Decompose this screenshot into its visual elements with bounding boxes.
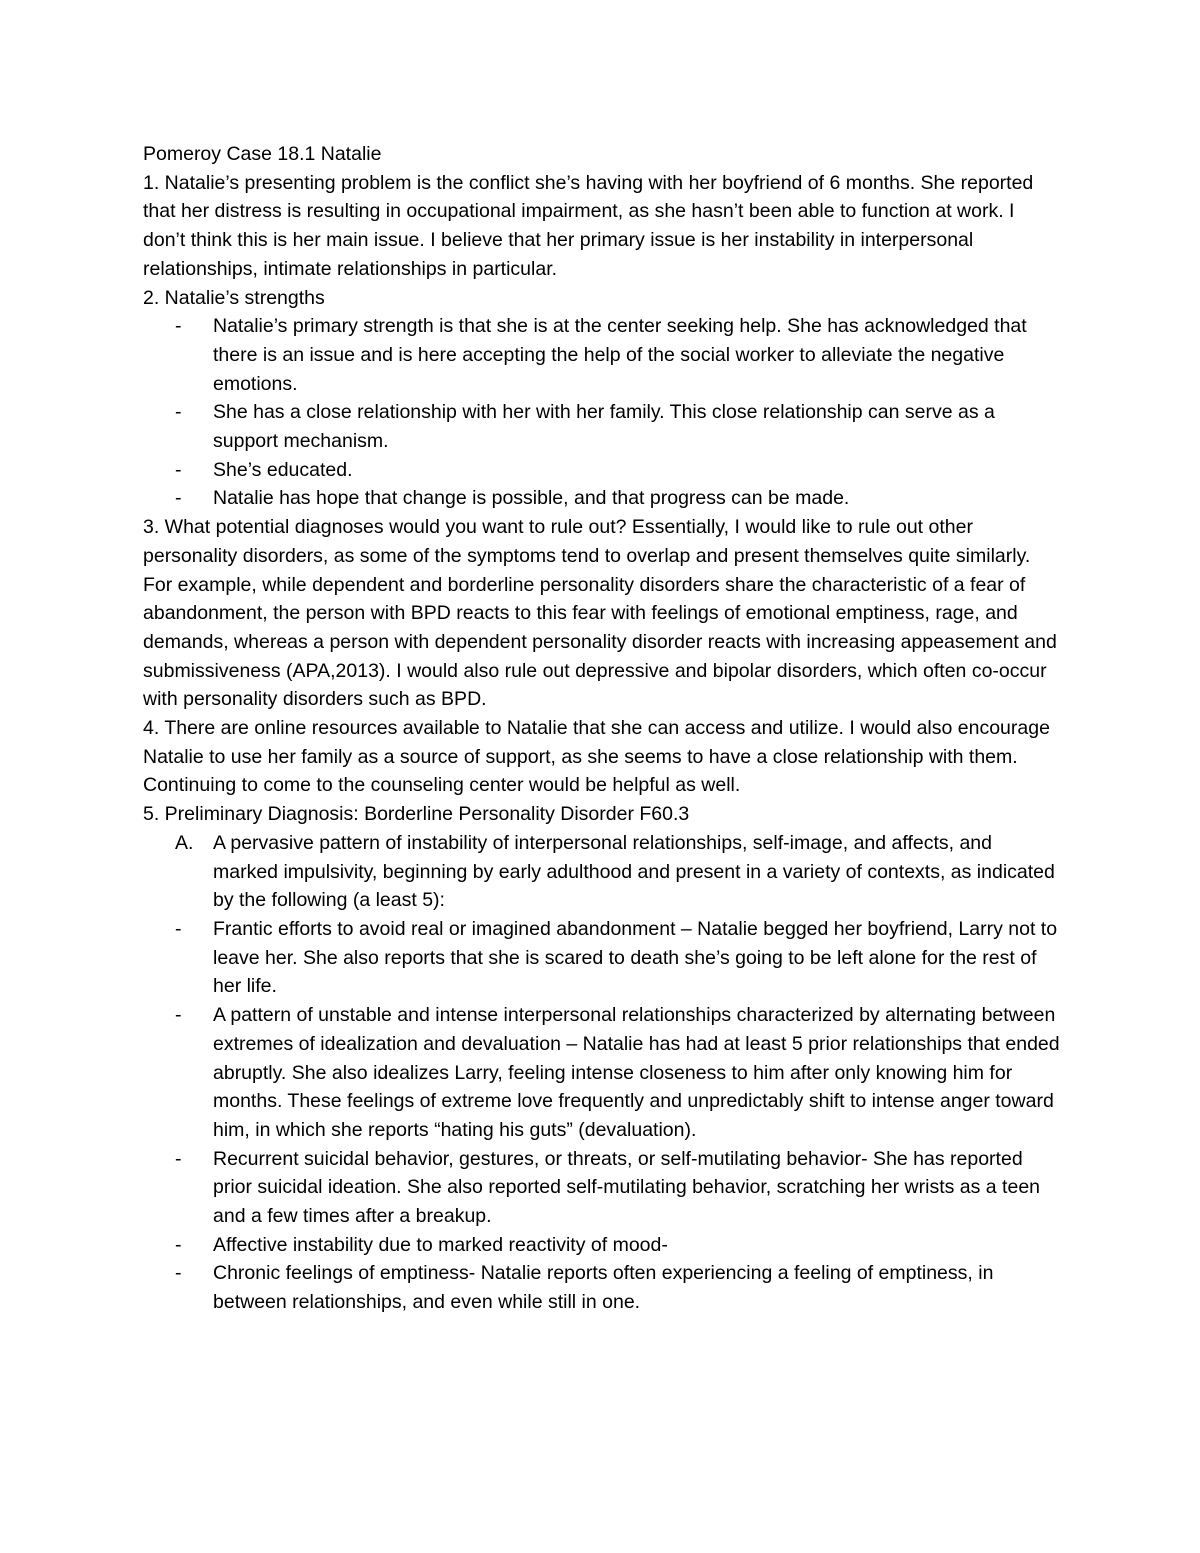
list-item-text: She’s educated. [213, 458, 353, 481]
list-item-text: Frantic efforts to avoid real or imagined abandonment – Natalie begged her boyfriend, Larry not to leave her. She also reports that she is scared to death she’s going to be left alone for the rest of her life. [213, 917, 1058, 998]
list-item-text: She has a close relationship with her with her family. This close relationship can serve as a support mechanism. [213, 401, 995, 453]
criterion-a-text: A pervasive pattern of instability of interpersonal relationships, self-image, and affects, and marked impulsivity, beginning by early adulthood and present in a variety of contexts, as indicated by the following (a least 5): [213, 831, 1055, 912]
list-item [143, 398, 1060, 455]
list-item-text: Natalie’s primary strength is that she is at the center seeking help. She has acknowledged that there is an issue and is here accepting the help of the social worker to alleviate the negative emotions. [213, 315, 1027, 395]
dash-marker: - [175, 1233, 182, 1256]
answer-1: 1. Natalie’s presenting problem is the conflict she’s having with her boyfriend of 6 months. She reported that her distress is resulting in occupational impairment, as she hasn’t been able to function at work. I don’t think this is her main issue. I believe that her primary issue is her instability in interpersonal relationships, intimate relationships in particular. [143, 171, 1034, 280]
dash-marker: - [175, 401, 182, 424]
answer-2-heading: 2. Natalie’s strengths [143, 286, 325, 309]
document-title: Pomeroy Case 18.1 Natalie [143, 143, 382, 165]
dash-marker: - [175, 1262, 182, 1285]
answer-5-heading: 5. Preliminary Diagnosis: Borderline Personality Disorder F60.3 [143, 803, 690, 826]
list-item [143, 1001, 1060, 1145]
list-item-text: Chronic feelings of emptiness- Natalie reports often experiencing a feeling of emptiness, in between relationships, and even while still in one. [213, 1262, 994, 1314]
strengths-list [143, 312, 1060, 513]
list-item [143, 1231, 1060, 1260]
dash-marker: - [175, 487, 182, 510]
list-item [143, 456, 1060, 485]
list-item [143, 484, 1060, 513]
answer-3: 3. What potential diagnoses would you want to rule out? Essentially, I would like to rule out other personality disorders, as some of the symptoms tend to overlap and present themselves quite similarly. For example, while dependent and borderline personality disorders share the characteristic of a fear of abandonment, the person with BPD reacts to this fear with feelings of emotional emptiness, rage, and demands, whereas a person with dependent personality disorder reacts with increasing appeasement and submissiveness (APA,2013). I would also rule out depressive and bipolar disorders, which often co-occur with personality disorders such as BPD. [143, 516, 1057, 711]
diagnosis-criteria-list [143, 829, 1060, 1317]
dash-marker: - [175, 1004, 182, 1027]
list-item-text: Natalie has hope that change is possible, and that progress can be made. [213, 487, 850, 510]
answer-4: 4. There are online resources available to Natalie that she can access and utilize. I would also encourage Natalie to use her family as a source of support, as she seems to have a close relationship with them. Continuing to come to the counseling center would be helpful as well. [143, 717, 1050, 797]
list-item-text: A pattern of unstable and intense interpersonal relationships characterized by alternating between extremes of idealization and devaluation – Natalie has had at least 5 prior relationships that ended abruptly. She also idealizes Larry, feeling intense closeness to him after only knowing him for months. These feelings of extreme love frequently and unpredictably shift to intense anger toward him, in which she reports “hating his guts” (devaluation). [213, 1004, 1060, 1141]
list-item [143, 915, 1060, 1001]
criterion-a [143, 829, 1060, 915]
list-item [143, 312, 1060, 398]
list-item-text: Affective instability due to marked reactivity of mood- [213, 1233, 668, 1256]
dash-marker: - [175, 315, 182, 338]
list-item [143, 1259, 1060, 1316]
criterion-marker: A. [175, 831, 194, 854]
dash-marker: - [175, 1147, 182, 1170]
dash-marker: - [175, 458, 182, 481]
list-item-text: Recurrent suicidal behavior, gestures, or threats, or self-mutilating behavior- She has reported prior suicidal ideation. She also reported self-mutilating behavior, scratching her wrists as a teen and a few times after a breakup. [213, 1147, 1041, 1228]
dash-marker: - [175, 917, 182, 940]
list-item [143, 1145, 1060, 1231]
